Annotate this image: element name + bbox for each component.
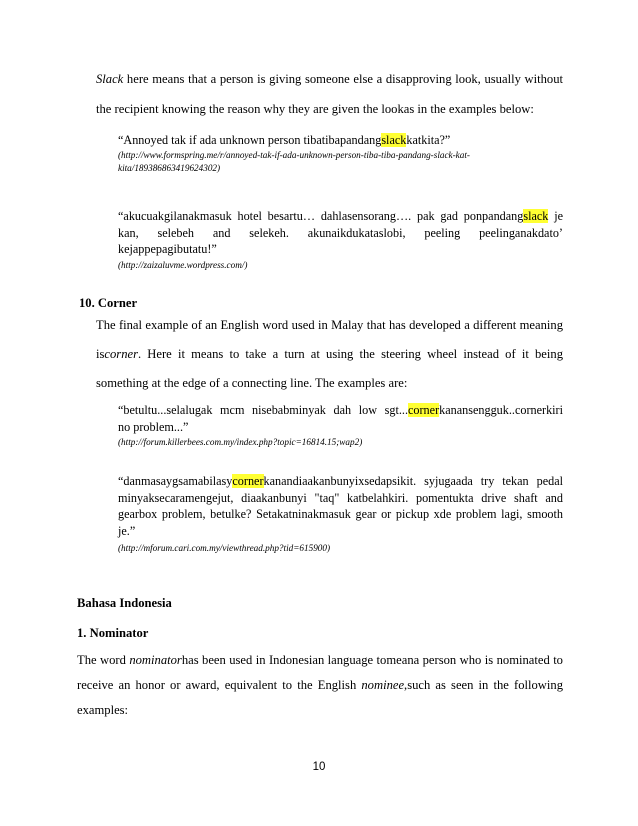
quote-block-1: “Annoyed tak if ada unknown person tibatibapandangslackkatkita?” — [118, 133, 451, 147]
highlighted-word: corner — [232, 474, 264, 488]
source-url-1: (http://www.formspring.me/r/annoyed-tak-if-ada-unknown-person-tiba-tiba-pandang-slack-kat- kita/189386863419624302) — [118, 150, 470, 173]
source-url-2: (http://zaizaluvme.wordpress.com/) — [118, 260, 248, 270]
quote-block-2 — [118, 208, 563, 258]
subheading-nominator: 1. Nominator — [77, 626, 149, 640]
quote-2-line1: “akucuakgilanakmasuk hotel besartu… dahlasensorang…. pak gad ponpandangslack je — [118, 209, 563, 223]
source-url-3: (http://forum.killerbees.com.my/index.php?topic=16814.15;wap2) — [118, 437, 363, 447]
page-number: 10 — [312, 761, 326, 773]
highlighted-word: corner — [408, 403, 440, 417]
quote-block-3: “betultu...selalugak mcm nisebabminyak dah low sgt...cornerkanansengguk..cornerkiri no problem...” — [118, 403, 563, 434]
highlighted-word: slack — [381, 133, 407, 147]
source-url-4: (http://mforum.cari.com.my/viewthread.php?tid=615900) — [118, 543, 331, 553]
quote-block-4: “danmasaygsamabilasycornerkanandiaakanbunyixsedapsikit. syjugaada try tekan pedal minyaksecaramengejut, diaakanbunyi "taq" katbelahkiri. pomentukta drive shaft and gearbox problem, betulke? Setakatninakmasuk gear or pickup xde problem lagi, smooth je.” — [118, 474, 563, 538]
slack-paragraph — [96, 69, 563, 120]
quote-2-line3: kejappepagibutatu!” — [118, 242, 217, 256]
nominator-paragraph: The word nominatorhas been used in Indonesian language tomeana person who is nominated to receive an honor or award, equivalent to the English nominee,such as seen in the following examples: — [77, 653, 563, 717]
section-heading-bahasa-indonesia: Bahasa Indonesia — [77, 596, 172, 610]
slack-paragraph-line2: the recipient knowing the reason why they are given the lookas in the examples below: — [96, 102, 534, 116]
highlighted-word: slack — [523, 209, 549, 223]
quote-2-line2: kan, selebeh and selekeh. akunaikdukataslobi, peeling peelinganakdato’ — [118, 225, 563, 240]
corner-paragraph: The final example of an English word used in Malay that has developed a different meaning iscorner. Here it means to take a turn at using the steering wheel instead of it being something at the edge of a connecting line. The examples are: — [96, 318, 563, 390]
section-heading-corner: 10. Corner — [79, 296, 138, 310]
slack-paragraph-line1: Slack here means that a person is giving someone else a disapproving look, usually without — [96, 72, 563, 86]
